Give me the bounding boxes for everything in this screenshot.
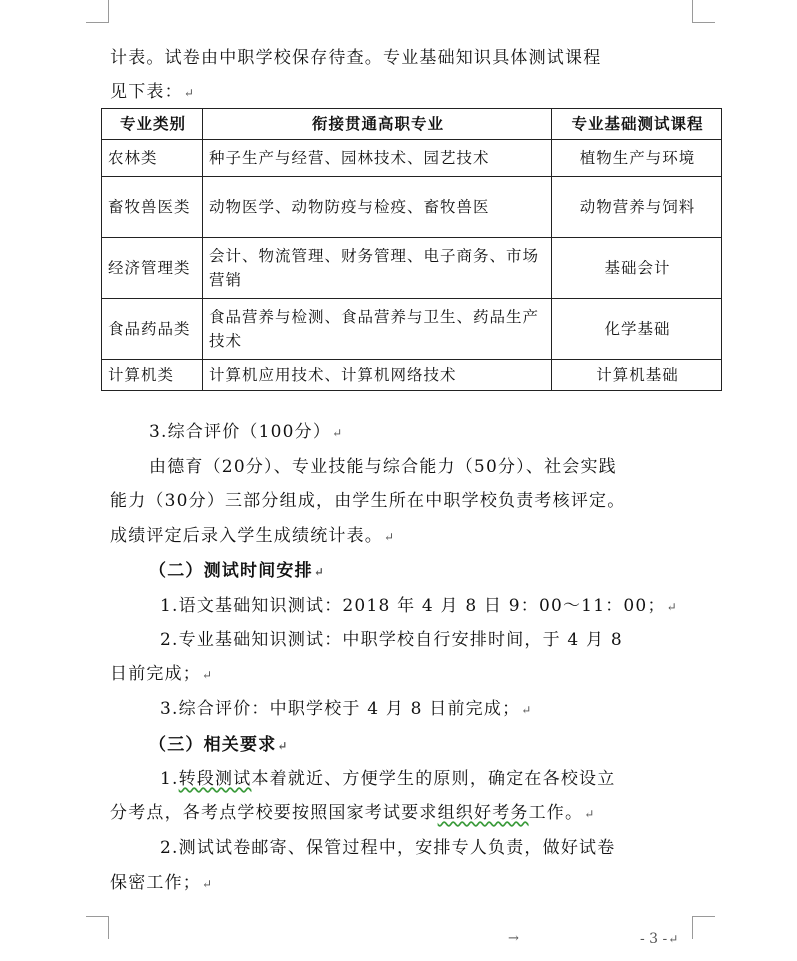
- table-row: [102, 140, 722, 177]
- cell-majors: 种子生产与经营、园林技术、园艺技术: [203, 140, 552, 177]
- cell-category: 畜牧兽医类: [102, 177, 203, 238]
- cell-majors: 会计、物流管理、财务管理、电子商务、市场营销: [203, 238, 552, 299]
- grammar-underline: 组织好考务: [437, 803, 529, 823]
- section3-para-line-3: 成绩评定后录入学生成绩统计表。↵: [110, 526, 395, 546]
- cell-category: 食品药品类: [102, 299, 203, 360]
- cell-category: 经济管理类: [102, 238, 203, 299]
- schedule-item-3: 3.综合评价：中职学校于 4 月 8 日前完成；↵: [160, 699, 532, 719]
- schedule-heading: （二）测试时间安排↵: [149, 561, 324, 581]
- cell-course: 动物营养与饲料: [552, 177, 722, 238]
- crop-mark-bottom-left: [86, 916, 109, 939]
- schedule-item-1: 1.语文基础知识测试：2018 年 4 月 8 日 9：00～11：00；↵: [160, 596, 677, 616]
- schedule-item-2-line-1: 2.专业基础知识测试：中职学校自行安排时间，于 4 月 8: [160, 630, 623, 650]
- cell-course: 化学基础: [552, 299, 722, 360]
- course-table: [101, 108, 722, 391]
- requirements-item-2-line-2: 保密工作；↵: [110, 873, 213, 893]
- requirements-item-1-line-1: 1.转段测试本着就近、方便学生的原则，确定在各校设立: [160, 769, 616, 789]
- crop-mark-top-left: [86, 0, 109, 23]
- cell-majors: 动物医学、动物防疫与检疫、畜牧兽医: [203, 177, 552, 238]
- paragraph-mark: ↵: [183, 86, 194, 100]
- intro-line-2: 见下表：↵: [110, 82, 194, 102]
- requirements-heading: （三）相关要求↵: [149, 735, 288, 755]
- tab-arrow-icon: →: [508, 931, 519, 946]
- cell-course: 基础会计: [552, 238, 722, 299]
- table-row: [102, 360, 722, 391]
- page-number: - 3 -↵: [640, 931, 679, 947]
- section3-para-line-1: 由德育（20分）、专业技能与综合能力（50分）、社会实践: [149, 457, 617, 477]
- section3-para-line-2: 能力（30分）三部分组成，由学生所在中职学校负责考核评定。: [110, 491, 626, 511]
- cell-majors: 食品营养与检测、食品营养与卫生、药品生产技术: [203, 299, 552, 360]
- table-row: [102, 177, 722, 238]
- table-row: [102, 238, 722, 299]
- crop-mark-bottom-right: [692, 916, 715, 939]
- cell-category: 计算机类: [102, 360, 203, 391]
- schedule-item-2-line-2: 日前完成；↵: [110, 664, 213, 684]
- requirements-item-1-line-2: 分考点，各考点学校要按照国家考试要求组织好考务工作。↵: [110, 803, 595, 823]
- cell-category: 农林类: [102, 140, 203, 177]
- intro-line-1: 计表。试卷由中职学校保存待查。专业基础知识具体测试课程: [110, 48, 602, 68]
- cell-course: 植物生产与环境: [552, 140, 722, 177]
- cell-course: 计算机基础: [552, 360, 722, 391]
- header-majors: 衔接贯通高职专业: [203, 109, 552, 140]
- cell-majors: 计算机应用技术、计算机网络技术: [203, 360, 552, 391]
- section3-heading: 3.综合评价（100分）↵: [149, 422, 343, 442]
- crop-mark-top-right: [692, 0, 715, 23]
- grammar-underline: 转段测试: [178, 769, 252, 789]
- header-category: 专业类别: [102, 109, 203, 140]
- table-row: [102, 299, 722, 360]
- header-course: 专业基础测试课程: [552, 109, 722, 140]
- requirements-item-2-line-1: 2.测试试卷邮寄、保管过程中，安排专人负责，做好试卷: [160, 838, 616, 858]
- table-header-row: [102, 109, 722, 140]
